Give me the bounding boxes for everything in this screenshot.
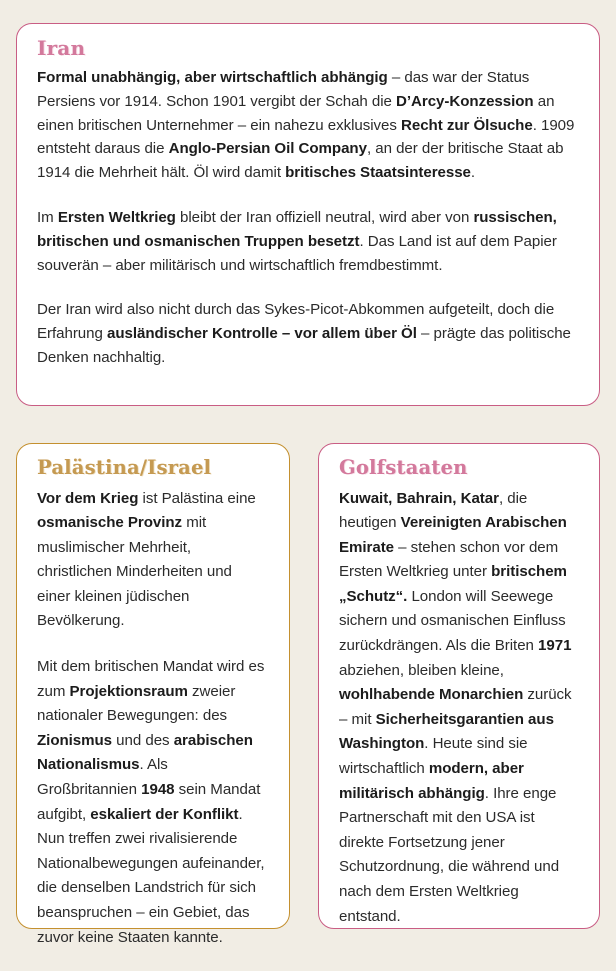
card-iran (16, 23, 600, 406)
card-body-gulf-states (339, 487, 579, 930)
body-text-run: zweier nationaler Bewegungen: des (37, 682, 236, 725)
body-text-run: . (470, 164, 476, 182)
body-text-run: an einen britischen Unternehmer – ein nahezu exklusives (37, 92, 555, 134)
body-text-run: – stehen schon vor dem Ersten Weltkrieg unter (339, 538, 559, 581)
body-text-run: – prägte das politische Denken nachhaltig. (37, 325, 571, 366)
emphasis-text: arabischen Nationalismus (37, 731, 253, 774)
body-text-run: . 1909 entsteht daraus die (37, 116, 575, 158)
emphasis-text: 1971 (538, 637, 572, 655)
emphasis-text: wohlhabende Monarchien (339, 686, 524, 704)
body-text-run: Mit dem britischen Mandat wird es zum (37, 658, 265, 700)
body-text-run: , die heutigen (339, 489, 528, 532)
emphasis-text: britischem „Schutz“. (339, 563, 567, 605)
body-text-run: , an der der britische Staat ab 1914 die Mehrheit hält. Öl wird damit (37, 140, 564, 182)
paragraph (37, 655, 269, 950)
emphasis-text: Recht zur Ölsuche (401, 116, 533, 134)
body-text-run: zurück – mit (339, 686, 572, 728)
body-text-run: abziehen, bleiben kleine, (339, 661, 504, 679)
emphasis-text: Vereinigten Arabischen Emirate (339, 514, 567, 556)
body-text-run: . Als Großbritannien (37, 756, 168, 799)
body-text-run: London will Seewege sichern und osmanischen Einfluss zurückdrängen. Als die Briten (339, 587, 566, 655)
body-text-run: . Nun treffen zwei rivalisierende Nationalbewegungen aufeinander, die denselben Landstrich für sich beanspruchen – ein Gebiet, das zuvor keine Staaten kannte. (37, 805, 265, 946)
emphasis-text: russischen, britischen und osmanischen Truppen besetzt (37, 208, 557, 250)
body-text-run: mit muslimischer Mehrheit, christlichen Minderheiten und einer kleinen jüdischen Bevölkerung. (37, 514, 232, 630)
body-text-run: und des (112, 731, 174, 749)
emphasis-text: Projektionsraum (69, 682, 188, 700)
emphasis-text: Formal unabhängig, aber wirtschaftlich abhängig (37, 69, 388, 86)
card-title-gulf-states: Golfstaaten (339, 456, 468, 479)
body-text-run: – das war der Status Persiens vor 1914. Schon 1901 vergibt der Schah die (37, 69, 530, 110)
emphasis-text: Ersten Weltkrieg (57, 208, 176, 226)
body-text-run: . Heute sind sie wirtschaftlich (339, 735, 528, 778)
body-text-run: ist Palästina eine (138, 489, 256, 507)
emphasis-text: osmanische Provinz (37, 514, 183, 532)
lower-card-row (16, 443, 600, 946)
emphasis-text: Vor dem Krieg (37, 489, 139, 507)
body-text-run: . Ihre enge Partnerschaft mit den USA ist direkte Fortsetzung jener Schutzordnung, die während und nach dem Ersten Weltkrieg entstand. (339, 784, 560, 925)
emphasis-text: modern, aber militärisch abhängig (339, 760, 524, 802)
card-title-iran: Iran (37, 36, 86, 60)
paragraph (37, 298, 579, 369)
emphasis-text: eskaliert der Konflikt (90, 805, 239, 823)
body-text-run: . Das Land ist auf dem Papier souverän – aber militärisch und wirtschaftlich fremdbestimmt. (37, 232, 557, 274)
body-text-run: Der Iran wird also nicht durch das Sykes-Picot-Abkommen aufgeteilt, doch die Erfahrung (37, 301, 555, 343)
emphasis-text: Anglo-Persian Oil Company (168, 140, 367, 158)
emphasis-text: ausländischer Kontrolle – vor allem über Öl (106, 325, 417, 343)
emphasis-text: Sicherheitsgarantien aus Washington (339, 710, 554, 753)
card-title-palestine-israel: Palästina/Israel (37, 456, 212, 479)
card-gulf-states (318, 443, 600, 929)
emphasis-text: D’Arcy-Konzession (396, 92, 534, 110)
body-text-run: sein Mandat aufgibt, (37, 781, 261, 823)
paragraph (37, 206, 579, 277)
paragraph (37, 66, 579, 185)
card-body-palestine-israel (37, 487, 269, 951)
body-text-run: bleibt der Iran offiziell neutral, wird aber von (175, 208, 474, 226)
emphasis-text: Kuwait, Bahrain, Katar (339, 489, 499, 507)
card-palestine-israel (16, 443, 290, 946)
emphasis-text: britisches Staatsinteresse (285, 164, 471, 182)
body-text-run: Im (37, 208, 58, 226)
paragraph (37, 487, 269, 635)
paragraph (339, 487, 579, 930)
card-body-iran (37, 66, 579, 370)
emphasis-text: Zionismus (37, 731, 113, 749)
emphasis-text: 1948 (141, 781, 175, 799)
